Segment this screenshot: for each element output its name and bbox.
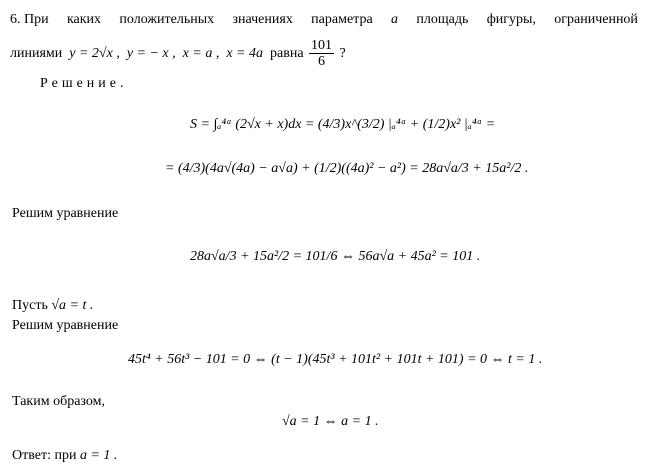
parameter-a: a <box>391 12 399 27</box>
answer-label: Ответ: при <box>12 448 77 463</box>
expansion-line <box>165 152 528 186</box>
substitution-label: Пусть <box>12 298 48 313</box>
word: фигуры, <box>486 12 536 27</box>
substitution-expression: √a = t . <box>51 298 94 313</box>
target-denominator: 6 <box>318 54 326 70</box>
equation-2-expression: 45t⁴ + 56t³ − 101 = 0 ⇔ (t − 1)(45t³ + 101t² + 101t + 101) = 0 ⇔ t = 1 . <box>128 352 543 367</box>
word: ограниченной <box>554 12 638 27</box>
integral-line <box>190 100 495 150</box>
target-numerator: 101 <box>311 38 333 53</box>
conclusion <box>282 414 379 430</box>
integral-expression: S = ∫ₐ⁴ᵃ (2√x + x)dx = (4/3)x^(3/2) |ₐ⁴ᵃ + (1/2)x² |ₐ⁴ᵃ = <box>190 117 496 132</box>
lines-label: линиями <box>10 46 63 62</box>
target-fraction <box>309 38 334 70</box>
word: параметра <box>311 12 373 27</box>
word: каких <box>66 12 102 27</box>
curve-1: y = 2√x , <box>69 46 120 62</box>
word: значениях <box>232 12 293 27</box>
word: положительных <box>119 12 215 27</box>
equation-1 <box>190 240 480 274</box>
problem-statement-line-2 <box>10 38 346 70</box>
curve-4: x = 4a <box>226 46 263 62</box>
word: площадь <box>416 12 469 27</box>
answer-line <box>12 448 117 464</box>
problem-statement-line-1 <box>10 12 638 28</box>
substitution-line <box>12 298 93 314</box>
question-mark: ? <box>339 46 346 62</box>
solution-heading: Решение. <box>40 76 128 91</box>
conclusion-expression: √a = 1 ⇔ a = 1 . <box>282 414 379 429</box>
solve-label-1: Решим уравнение <box>12 206 119 221</box>
equation-2 <box>128 352 542 368</box>
expansion-expression: = (4/3)(4a√(4a) − a√a) + (1/2)((4a)² − a²) = 28a√a/3 + 15a²/2 . <box>165 161 529 176</box>
problem-number-and-first-word: 6. При <box>10 12 49 27</box>
equals-word: равна <box>270 46 304 62</box>
thus-label: Таким образом, <box>12 394 105 409</box>
curve-3: x = a , <box>182 46 220 62</box>
equation-1-expression: 28a√a/3 + 15a²/2 = 101/6 ⇔ 56a√a + 45a² = 101 . <box>190 249 481 264</box>
answer-value: a = 1 . <box>79 448 118 463</box>
solve-label-2: Решим уравнение <box>12 318 119 333</box>
curve-2: y = − x , <box>126 46 176 62</box>
